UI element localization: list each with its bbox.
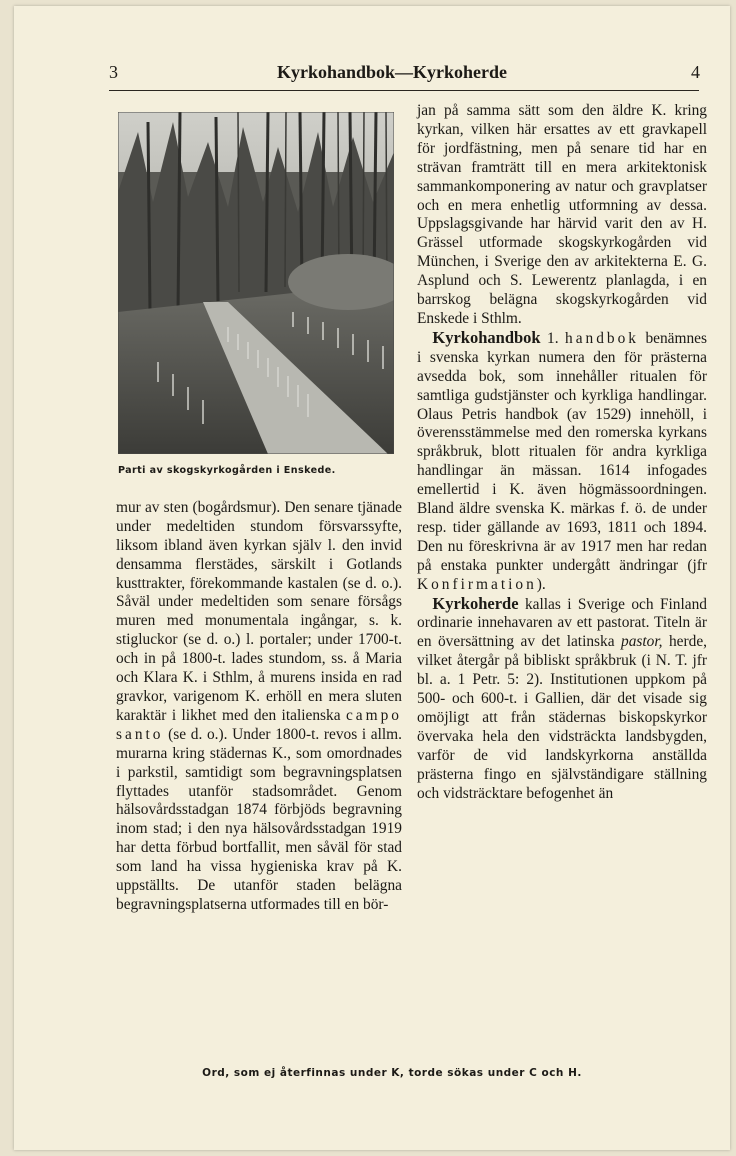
page-number-left: 3: [109, 62, 118, 82]
campo-santo-term: campo santo: [116, 706, 402, 743]
entry-kyrkoherde: [417, 595, 707, 804]
entry-body: benämnes i svenska kyrkan numera den för prästerna avsedda bok, som innehåller ritualen för samtliga gudstjänster och kyrkliga handlingar. Olaus Petris handbok (av 1529) innehöll, i överensstämmelse med den romerska kyrkans språkbruk, blott ritualen för andra kyrkliga handlingar än mässan. 1614 infogades emellertid i K. även högmässoordningen. Bland äldre svenska K. märkas f. ö. de under resp. tider gällande av 1693, 1811 och 1894. Den nu föreskrivna är av 1917 men har redan på enstaka punkter undergått ändringar (jfr: [417, 329, 707, 574]
entry-headword: Kyrkoherde: [432, 593, 519, 613]
running-title: Kyrkohandbok—Kyrkoherde: [276, 62, 508, 82]
left-paragraph: [116, 499, 402, 915]
cross-reference: Konfirmation: [417, 575, 537, 593]
latin-term: pastor,: [621, 633, 663, 651]
entry-body-end: ).: [536, 575, 546, 593]
entry-number: 1.: [547, 329, 559, 347]
entry-headword: Kyrkohandbok: [432, 327, 541, 347]
right-paragraph-continued: jan på samma sätt som den äldre K. kring kyrkan, vilken här ersattes av ett gravkapell för jordfästning, men på senare tid har en strävan framträtt till en mera arkitektonisk sammankomponering av natur och gravplatser och en mera enhetlig utformning av dessa. Uppslagsgivande har härvid varit den av H. Grässel utformade skogskyrkogården vid München, i Sverige den av arkitekterna E. G. Asplund och S. Lewerentz planlagda, i en barrskog belägna skogskyrkogården vid Enskede i Sthlm.: [417, 102, 707, 327]
page-footer-note: Ord, som ej återfinnas under K, torde sökas under C och H.: [202, 1067, 582, 1079]
entry-kyrkohandbok: [417, 329, 707, 595]
entry-body-cont: herde, vilket återgår på bibliskt språkbruk (i N. T. jfr bl. a. 1 Petr. 5: 2). Institutionen uppkom på 500- och 600-t. i Gallien, där det visade sig omöjligt att från städernas biskopskyrkor övervaka hela den vidsträckta landsbygden, varför de vid landskyrkorna anställda prästerna fingo en självständigare ställning och vidsträcktare befogenhet än: [417, 633, 707, 802]
cemetery-photo: [118, 112, 394, 454]
header-rule: [109, 90, 699, 91]
left-column: [116, 102, 402, 915]
left-text: mur av sten (bogårdsmur). Den senare tjänade under medeltiden stundom försvarssyfte, liksom ibland även kyrkan själv l. den invid densamma flerstädes, särskilt i Gotlands kusttrakter, förekommande kastalen (se d. o.). Såväl under medeltiden som senare försågs muren med monumentala ingångar, s. k. stigluckor (se d. o.) l. portaler; under 1700-t. och in på 1800-t. lades stundom, ss. å Maria och Klara K. i Sthlm, å murens insida en rad gravkor, varigenom K. erhöll en mera sluten karaktär i likhet med den italienska: [116, 498, 402, 724]
left-text-end: (se d. o.). Under 1800-t. revos i allm. murarna kring städernas K., som omordnades i parkstil, samtidigt som begravningsplatsen flyttades utanför stadsområdet. Genom hälsovårdsstadgan 1874 förbjöds begravning inom stad; i den nya hälsovårdsstadgan 1919 har detta förbud bortfallit, men såväl för stad som land ha vissa hygieniska krav på K. uppställts. De utanför staden belägna begravningsplatserna utformades till en bör-: [116, 725, 402, 913]
page-header: [14, 62, 730, 90]
right-column: [417, 102, 707, 804]
photo-caption: Parti av skogskyrkogården i Enskede.: [118, 465, 336, 476]
entry-synonym: handbok: [565, 329, 640, 347]
book-page: [14, 6, 730, 1150]
entry-body: kallas i Sverige och Finland ordinarie innehavaren av ett pastorat. Titeln är en översättning av det latinska: [417, 595, 707, 651]
page-number-right: 4: [691, 62, 700, 82]
